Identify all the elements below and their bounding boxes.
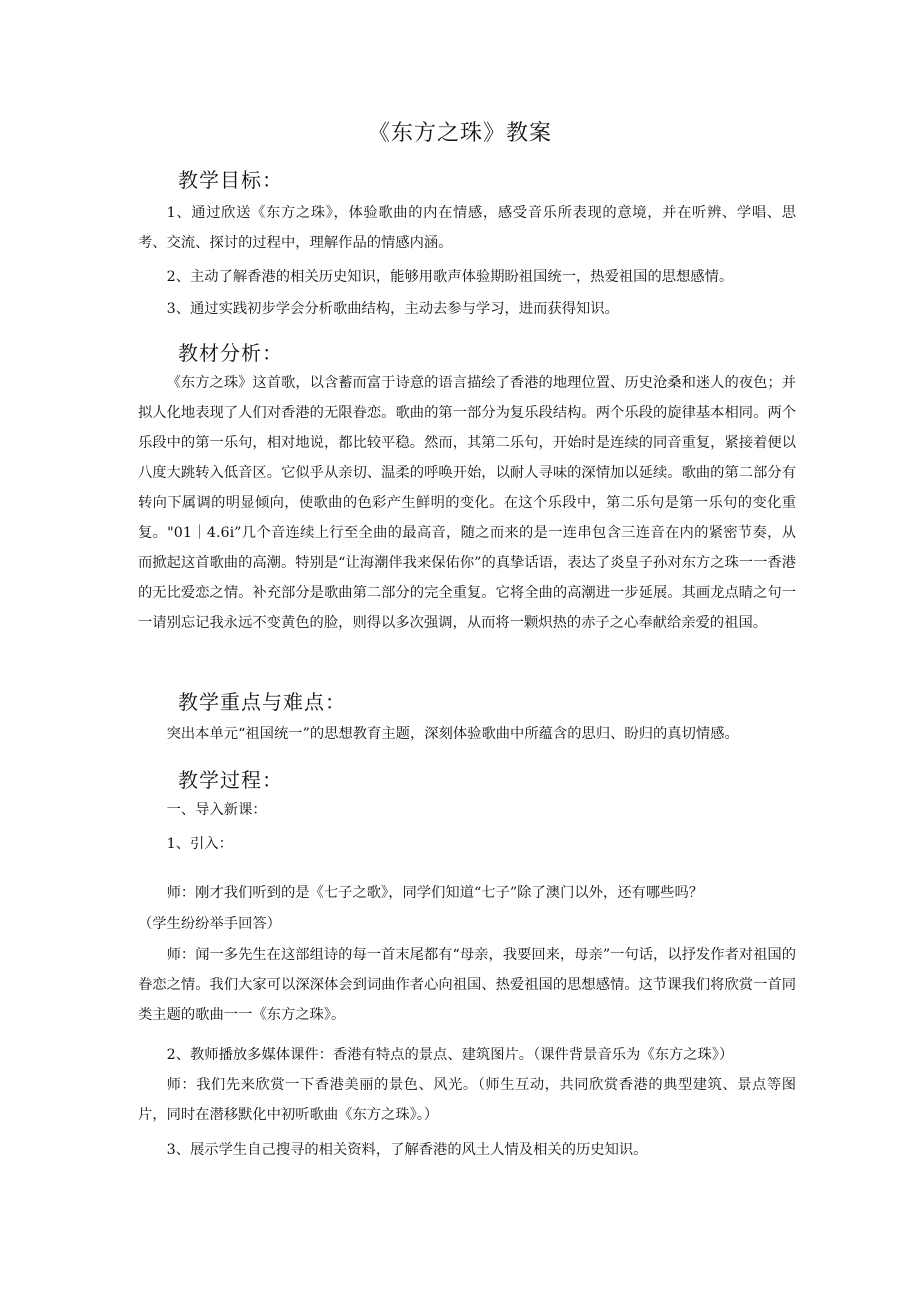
- process-para-5: 3、展示学生自己搜寻的相关资料，了解香港的风土人情及相关的历史知识。: [166, 1142, 648, 1158]
- goals-heading: 教学目标：: [178, 168, 283, 192]
- goal-item-3: 3、通过实践初步学会分析歌曲结构，主动去参与学习，进而获得知识。: [166, 301, 619, 317]
- process-para-2: 师：闻一多先生在这部组诗的每一首末尾都有“母亲，我要回来，母亲”一句话，以抒发作者对祖国的眷恋之情。我们大家可以深深体会到词曲作者心向祖国、热爱祖国的思想感情。这节课我们将欣赏一首同类主题的歌曲一一《东方之珠》。: [138, 947, 796, 1023]
- goal-item-1: 1、通过欣送《东方之珠》，体验歌曲的内在情感，感受音乐所表现的意境，并在听辨、学唱、思考、交流、探讨的过程中，理解作品的情感内涵。: [138, 205, 796, 251]
- process-para-1b: （学生纷纷举手回答）: [138, 916, 281, 932]
- focus-heading: 教学重点与难点：: [178, 690, 346, 714]
- analysis-body: 《东方之珠》这首歌，以含蓄而富于诗意的语言描绘了香港的地理位置、历史沧桑和迷人的夜色；并拟人化地表现了人们对香港的无限眷恋。歌曲的第一部分为复乐段结构。两个乐段的旋律基本相同。两个乐段中的第一乐句，相对地说，都比较平稳。然而，其第二乐句，开始时是连续的同音重复，紧接着便以八度大跳转入低音区。它似乎从亲切、温柔的呼唤开始，以耐人寻味的深情加以延续。歌曲的第二部分有转向下属调的明显倾向，使歌曲的色彩产生鲜明的变化。在这个乐段中，第二乐句是第一乐句的变化重复。"01｜4.6i”几个音连续上行至全曲的最高音，随之而来的是一连串包含三连音在内的紧密节奏，从而掀起这首歌曲的高潮。特别是“让海潮伴我来保佑你”的真挚话语，表达了炎皇子孙对东方之珠一一香港的无比爱恋之情。补充部分是歌曲第二部分的完全重复。它将全曲的高潮进一步延展。其画龙点睛之句一一请别忘记我永远不变黄色的脸，则得以多次强调，从而将一颗炽热的赤子之心奉献给亲爱的祖国。: [138, 375, 796, 631]
- page-title: 《东方之珠》教案: [367, 121, 552, 146]
- analysis-heading: 教材分析：: [178, 341, 283, 365]
- process-step-1: 一、导入新课：: [166, 802, 267, 818]
- goal-item-2: 2、主动了解香港的相关历史知识，能够用歌声体验期盼祖国统一，热爱祖国的思想感情。: [166, 269, 734, 285]
- process-para-3: 2、教师播放多媒体课件：香港有特点的景点、建筑图片。（课件背景音乐为《东方之珠》）: [166, 1047, 734, 1063]
- process-para-1: 师：刚才我们听到的是《七子之歌》，同学们知道“七子”除了澳门以外，还有哪些吗？: [166, 885, 704, 901]
- process-heading: 教学过程：: [178, 768, 283, 792]
- process-para-4: 师：我们先来欣赏一下香港美丽的景色、风光。（师生互动，共同欣赏香港的典型建筑、景点等图片，同时在潜移默化中初听歌曲《东方之珠》。）: [138, 1077, 796, 1123]
- process-step-1-1: 1、引入：: [166, 836, 233, 852]
- focus-body: 突出本单元“祖国统一”的思想教育主题，深刻体验歌曲中所蕴含的思归、盼归的真切情感。: [166, 726, 739, 742]
